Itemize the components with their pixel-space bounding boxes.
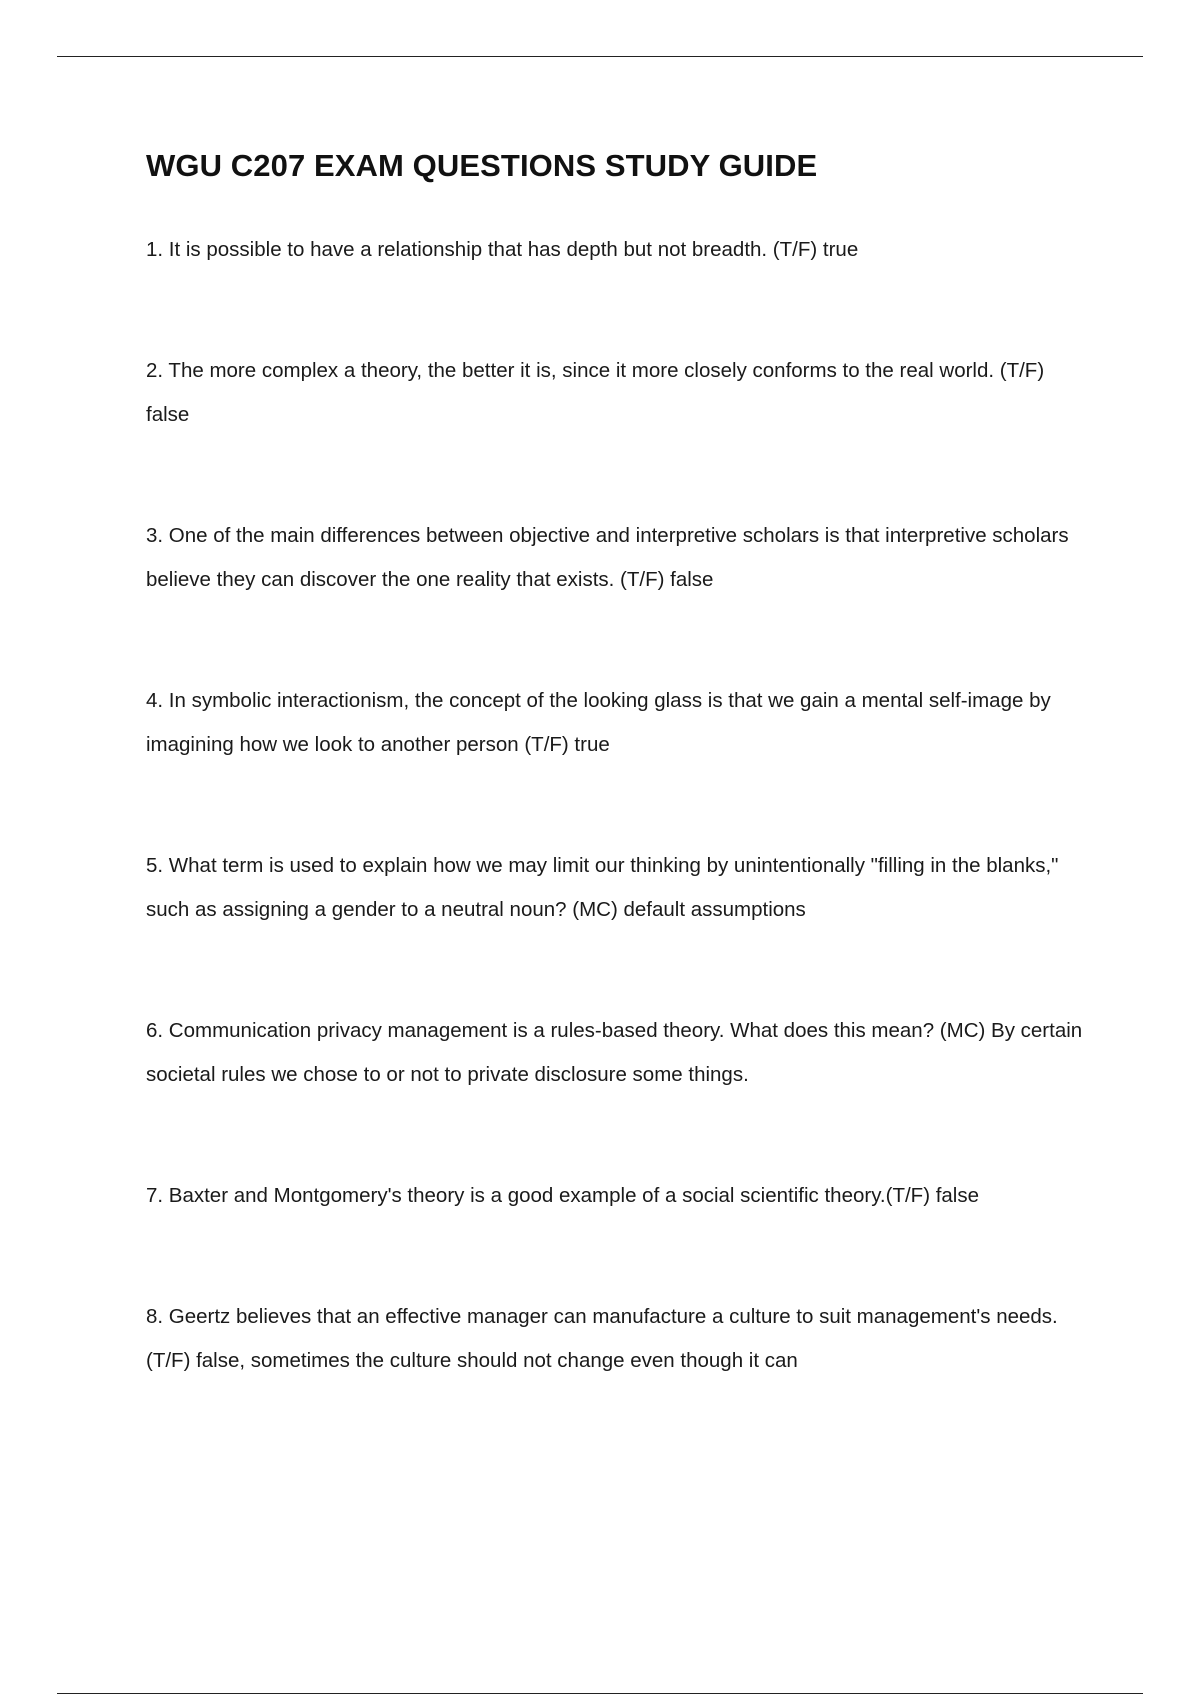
question-2: 2. The more complex a theory, the better it is, since it more closely conforms to the real world. (T/F) false	[146, 359, 1045, 426]
question-4: 4. In symbolic interactionism, the concept of the looking glass is that we gain a mental self-image by imagining how we look to another person (T/F) true	[146, 689, 1051, 756]
footer-rule	[57, 1693, 1143, 1694]
question-spacer	[146, 437, 1086, 514]
question-spacer	[146, 1097, 1086, 1174]
question-spacer	[146, 767, 1086, 844]
question-spacer	[146, 272, 1086, 349]
question-1: 1. It is possible to have a relationship that has depth but not breadth. (T/F) true	[146, 238, 859, 261]
question-5: 5. What term is used to explain how we may limit our thinking by unintentionally "filling in the blanks," such as assigning a gender to a neutral noun? (MC) default assumptions	[146, 854, 1059, 921]
question-spacer	[146, 932, 1086, 1009]
document-body	[146, 148, 1086, 1383]
document-title: WGU C207 EXAM QUESTIONS STUDY GUIDE	[146, 148, 818, 183]
question-spacer	[146, 1218, 1086, 1295]
header-rule	[57, 56, 1143, 57]
question-6: 6. Communication privacy management is a rules-based theory. What does this mean? (MC) By certain societal rules we chose to or not to private disclosure some things.	[146, 1019, 1083, 1086]
question-7: 7. Baxter and Montgomery's theory is a good example of a social scientific theory.(T/F) false	[146, 1184, 980, 1207]
question-spacer	[146, 602, 1086, 679]
question-8: 8. Geertz believes that an effective manager can manufacture a culture to suit management's needs. (T/F) false, sometimes the culture should not change even though it can	[146, 1305, 1058, 1372]
question-3: 3. One of the main differences between objective and interpretive scholars is that interpretive scholars believe they can discover the one reality that exists. (T/F) false	[146, 524, 1069, 591]
